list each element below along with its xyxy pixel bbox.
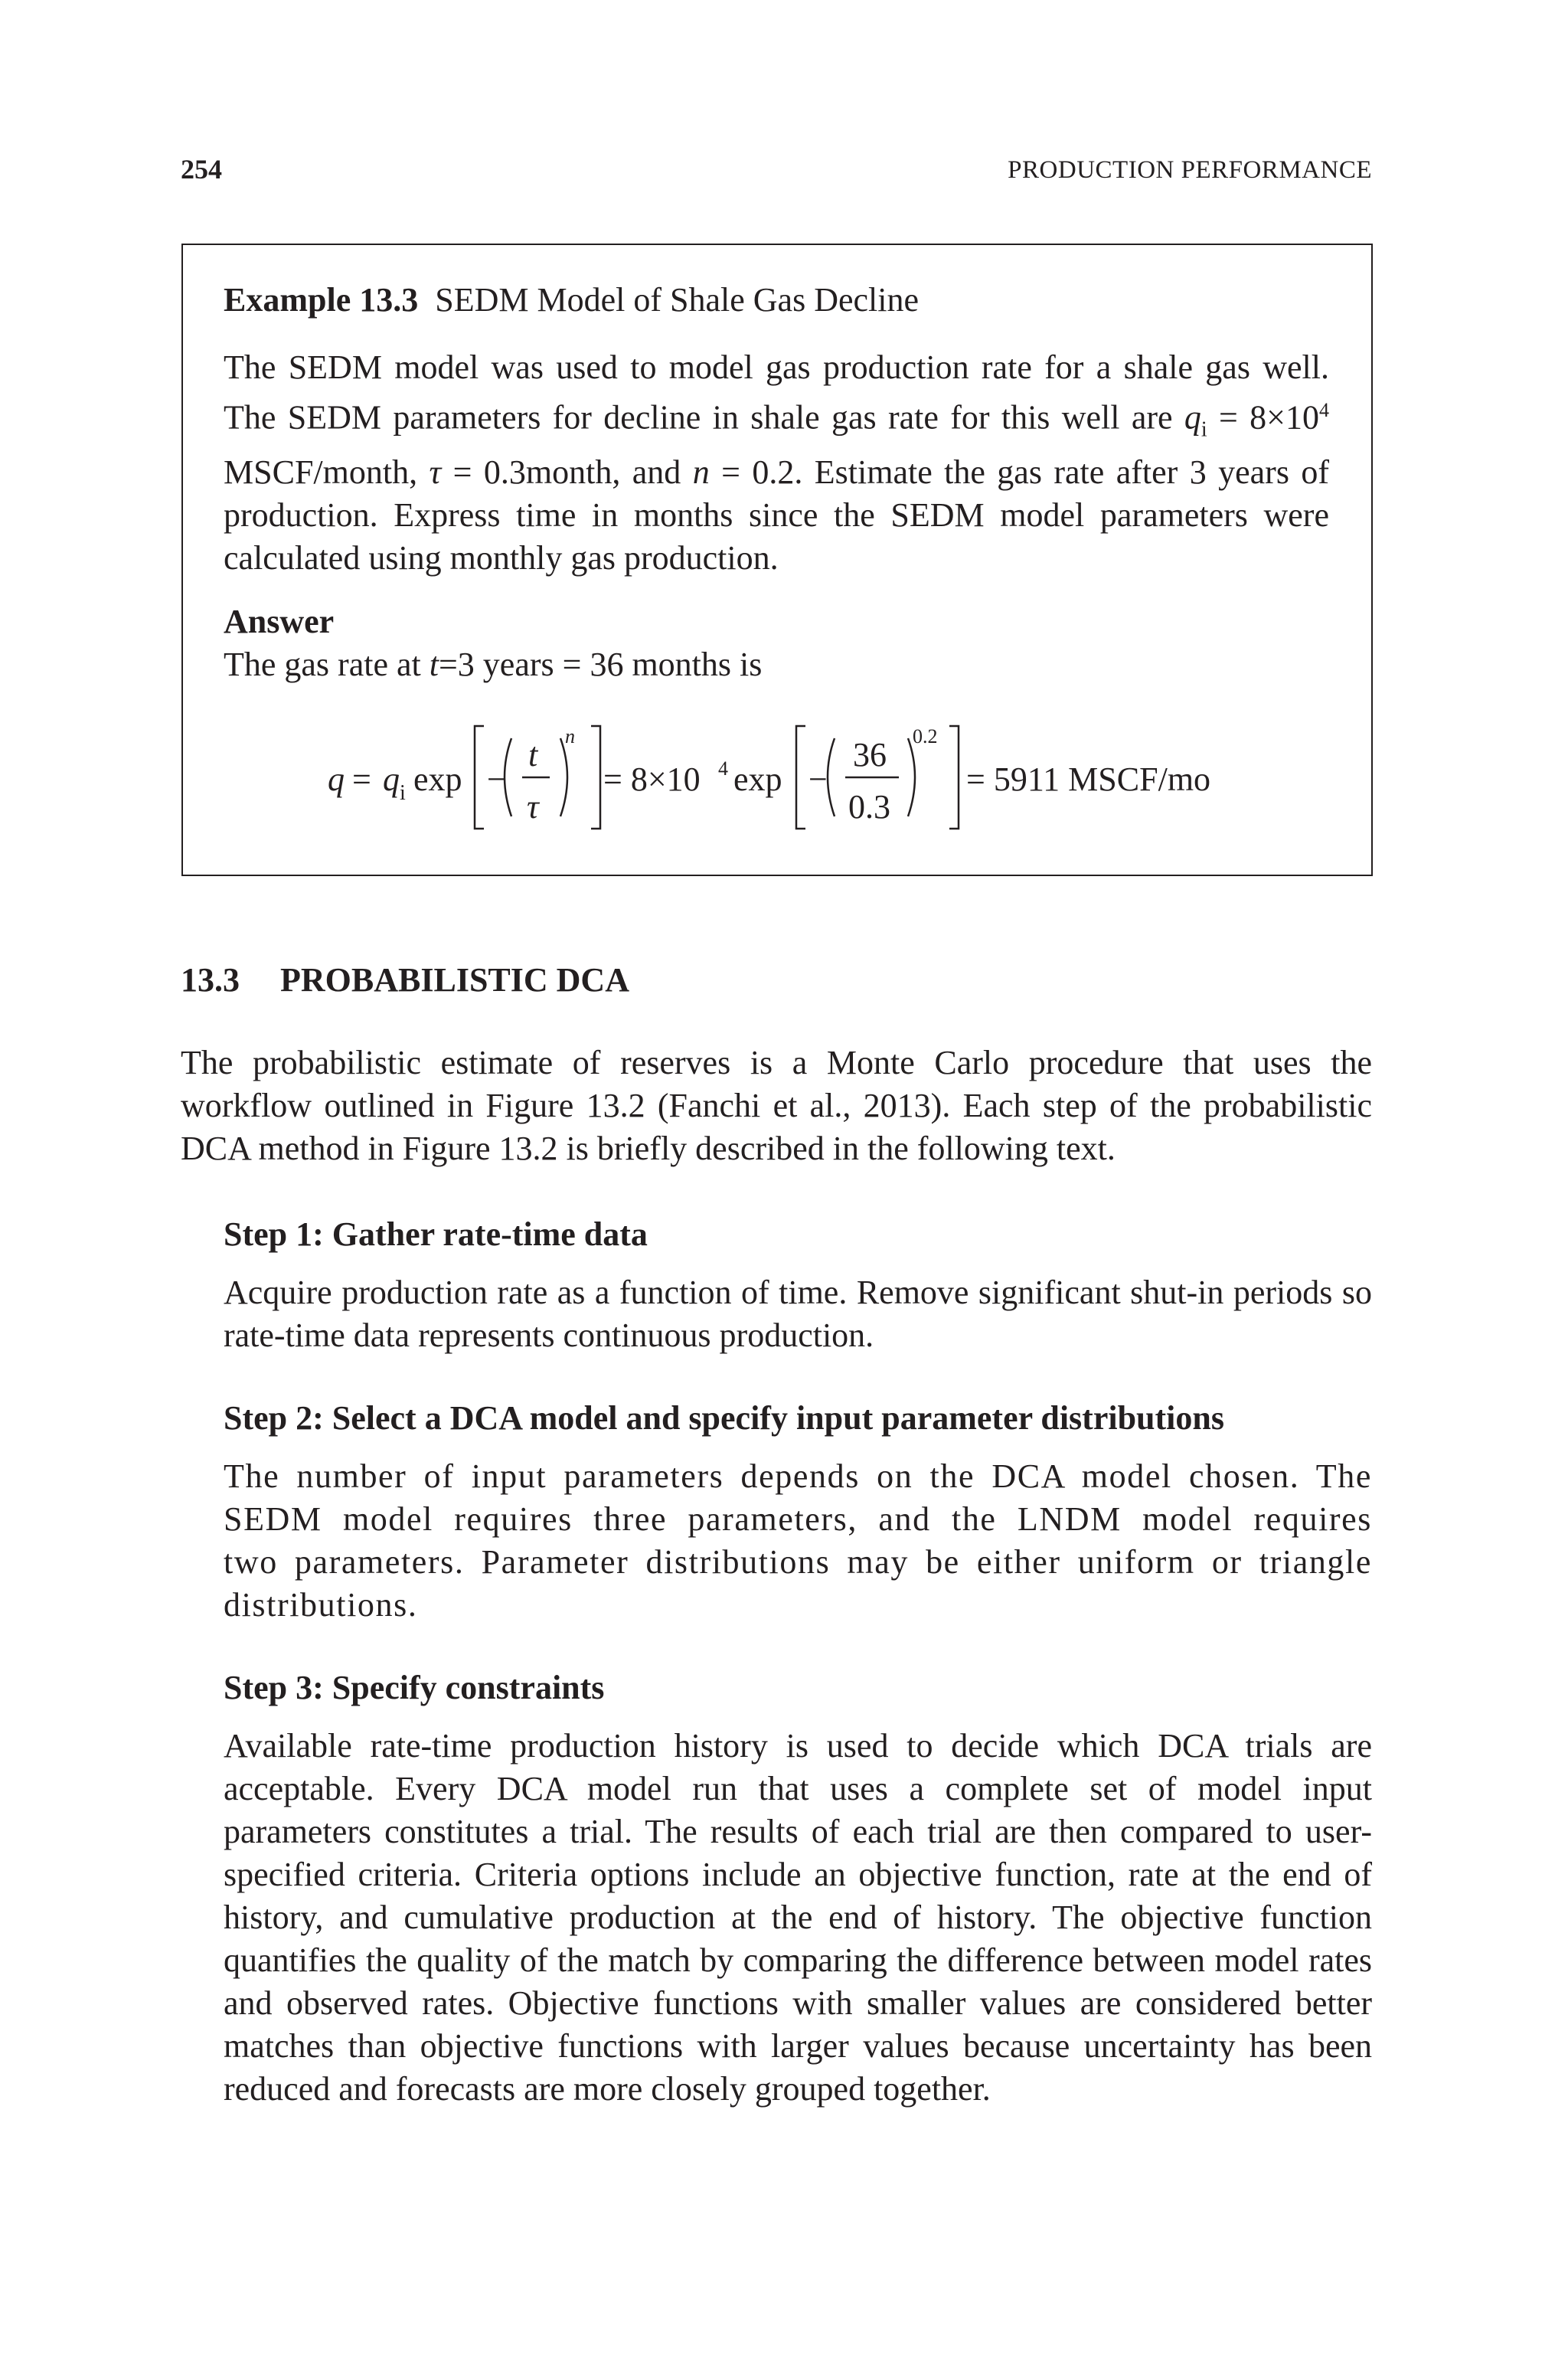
eq-n: n	[565, 725, 575, 747]
eq-exp-2: exp	[733, 760, 782, 798]
page-number: 254	[181, 154, 222, 185]
eq-pow-02: 0.2	[913, 725, 938, 747]
section-number: 13.3	[181, 961, 240, 999]
step-2-text: The number of input parameters depends on the DCA model chosen. The SEDM model requires three parameters, and the LNDM model requires two parameters. Parameter distributions may be either uniform or triangle distributions.	[224, 1457, 1372, 1624]
eq-exp-1: exp	[413, 760, 462, 798]
eq-q: q	[328, 760, 345, 798]
step-1-text: Acquire production rate as a function of time. Remove significant shut-in periods so rate-time data represents continuous production.	[224, 1274, 1372, 1354]
eq-qi-sub: i	[400, 781, 406, 805]
section-heading	[181, 960, 629, 999]
example-title	[224, 280, 919, 319]
step-2-heading: Step 2: Select a DCA model and specify input parameter distributions	[224, 1399, 1224, 1437]
eq-result: = 5911 MSCF/mo	[966, 760, 1211, 798]
answer-line: The gas rate at t=3 years = 36 months is	[224, 646, 763, 683]
param-tau: 0.3month, and	[483, 453, 681, 492]
section-intro: The probabilistic estimate of reserves is a Monte Carlo procedure that uses the workflow outlined in Figure 13.2 (Fanchi et al., 2013). Each step of the probabilistic DCA method in Figure 13.2 is briefly described in the following text.	[181, 1044, 1372, 1167]
eq-t: t	[528, 736, 538, 774]
running-title: PRODUCTION PERFORMANCE	[1008, 156, 1372, 184]
eq-denominator: 0.3	[848, 788, 890, 826]
section-title: PROBABILISTIC DCA	[280, 961, 629, 999]
step-1-heading: Step 1: Gather rate-time data	[224, 1215, 648, 1253]
param-n: 0.2	[752, 453, 795, 492]
example-para-1: The SEDM model was used to model gas production rate for a shale gas well. The SEDM parameters for decline in shale gas rate for this well are	[224, 348, 1329, 437]
eq-qi: q	[383, 760, 400, 798]
example-title-text: SEDM Model of Shale Gas Decline	[435, 281, 920, 319]
eq-tau: τ	[527, 788, 539, 826]
param-qi-exp: 4	[1319, 399, 1329, 421]
eq-numerator: 36	[853, 736, 887, 774]
eq-minus-1: −	[487, 760, 506, 798]
example-para-2: . Estimate the gas rate after 3 years of production. Express time in months since the SEDM model parameters were calculated using monthly gas production.	[224, 453, 1330, 577]
eq-equals-1: =	[352, 760, 371, 798]
param-qi-unit: MSCF/month,	[224, 453, 418, 492]
example-statement: The SEDM model was used to model gas production rate for a shale gas well. The SEDM parameters for decline in shale gas rate for this well are $q_i = 8\times 10^4$ MSCF/month, τ = 0.3month, and n = 0.2. Estimate the gas rate after 3 years of production. Express time in months since the SEDM model parameters were calculated using monthly gas production.	[224, 348, 1330, 577]
example-label: Example 13.3	[224, 281, 419, 319]
step-3-text: Available rate-time production history is used to decide which DCA trials are acceptable. Every DCA model run that uses a complete set of model input parameters constitutes a trial. The results of each trial are then compared to user-specified criteria. Criteria options include an objective function, rate at the end of history, and cumulative production at the end of history. The objective function quantifies the quality of the match by comparing the difference between model rates and observed rates. Objective functions with smaller values are considered better matches than objective functions with larger values because uncertainty has been reduced and forecasts are more closely grouped together.	[224, 1727, 1372, 2108]
eq-minus-2: −	[808, 760, 828, 798]
answer-heading: Answer	[224, 603, 335, 640]
param-qi: 8×10	[1250, 398, 1319, 437]
eq-equals-2: = 8×10	[603, 760, 701, 798]
step-3-heading: Step 3: Specify constraints	[224, 1669, 605, 1706]
eq-pow-4: 4	[718, 757, 728, 780]
